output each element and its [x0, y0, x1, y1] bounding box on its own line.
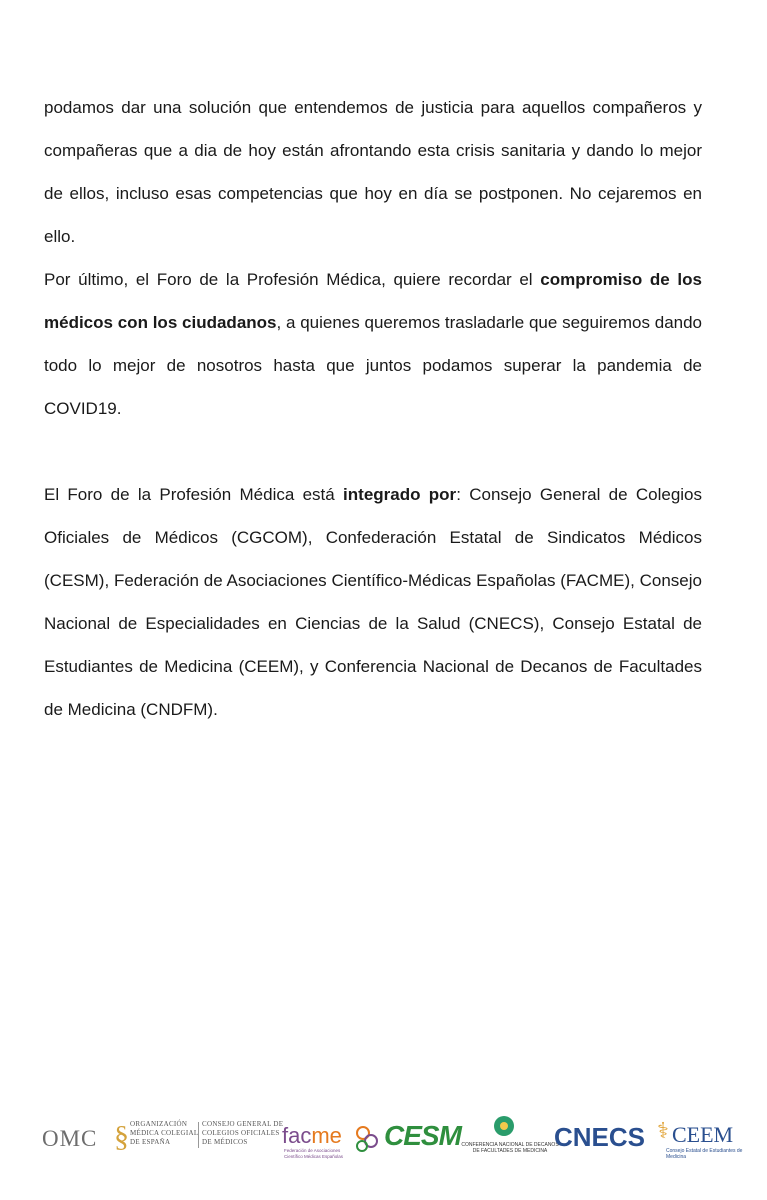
facme-subtitle: Federación de Asociaciones Científico Médicas Españolas — [284, 1148, 344, 1159]
cgcom-name: CONSEJO GENERAL DE COLEGIOS OFICIALES DE MÉDICOS — [202, 1120, 284, 1146]
paragraph-2-text-a: Por último, el Foro de la Profesión Médica, quiere recordar el — [44, 270, 541, 289]
paragraph-3-bold: integrado por — [343, 485, 457, 504]
omc-org-name: ORGANIZACIÓN MÉDICA COLEGIAL DE ESPAÑA — [130, 1120, 199, 1146]
cndfm-name: CONFERENCIA NACIONAL DE DECANOS DE FACULTADES DE MEDICINA — [461, 1142, 559, 1154]
cesm-logo: CESM — [384, 1120, 461, 1151]
document-body — [44, 86, 702, 731]
paragraph-2-bold: compromiso de los médicos con los ciudadanos — [44, 270, 702, 332]
paragraph-1-text: podamos dar una solución que entendemos de justicia para aquellos compañeros y compañeras que a dia de hoy están afrontando esta crisis sanitaria y dando lo mejor de ellos, incluso esas competencias que hoy en día se postponen. No cejaremos en ello. — [44, 98, 702, 246]
footer-logos — [38, 1112, 743, 1172]
facme-logo-a: fac — [282, 1123, 312, 1148]
paragraph-3-text-b: : Consejo General de Colegios Oficiales de Médicos (CGCOM), Confederación Estatal de Sindicatos Médicos (CESM), Federación de Asociaciones Científico-Médicas Españolas (FACME), Consejo Nacional de Especialidades en Ciencias de la Salud (CNECS), Consejo Estatal de Estudiantes de Medicina (CEEM), y Conferencia Nacional de Decanos de Facultades de Medicina (CNDFM). — [44, 485, 703, 719]
omc-divider — [198, 1122, 199, 1148]
omc-emblem-icon: § — [114, 1120, 129, 1153]
paragraph-3 — [44, 473, 702, 731]
omc-logo: OMC — [42, 1126, 98, 1151]
paragraph-2 — [44, 258, 702, 430]
facme-rings-icon — [356, 1140, 368, 1152]
paragraph-1 — [44, 86, 702, 258]
cnecs-logo: CNECS — [554, 1122, 646, 1152]
cndfm-emblem-dot — [500, 1122, 508, 1130]
facme-logo — [282, 1123, 342, 1149]
ceem-subtitle: Consejo Estatal de Estudiantes de Medicina — [666, 1148, 743, 1160]
paragraph-2-text-b: , a quienes queremos trasladarle que seguiremos dando todo lo mejor de nosotros hasta que juntos podamos superar la pandemia de COVID19. — [44, 313, 703, 418]
cndfm-emblem-icon — [494, 1116, 514, 1136]
ceem-staff-icon: ⚕ — [657, 1118, 669, 1143]
paragraph-3-text-a: El Foro de la Profesión Médica está — [44, 485, 344, 504]
facme-logo-b: me — [311, 1123, 342, 1148]
ceem-logo: CEEM — [672, 1122, 734, 1147]
